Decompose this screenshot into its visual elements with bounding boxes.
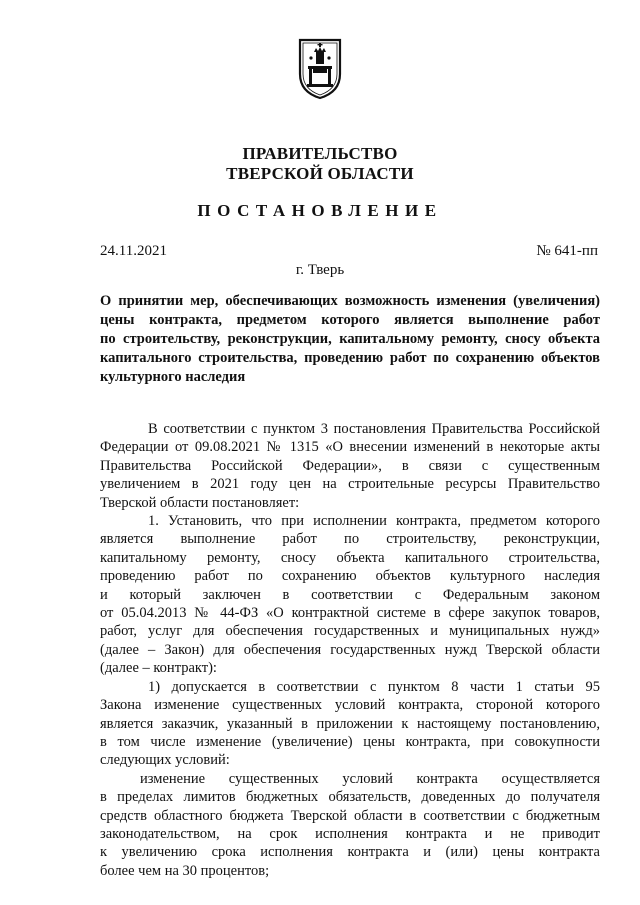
body-line: является выполнение работ по строительству, реконструкции, <box>100 531 600 548</box>
title-line: по строительству, реконструкции, капитальному ремонту, сносу объекта <box>100 331 600 347</box>
body-line: 1) допускается в соответствии с пунктом 8 части 1 статьи 95 <box>148 678 600 695</box>
body-line: в пределах лимитов бюджетных обязательств, доведенных до получателя <box>100 789 600 806</box>
body-line: В соответствии с пунктом 3 постановления Правительства Российской <box>148 421 600 437</box>
body-line: законодательством, на срок исполнения контракта и не приводит <box>100 825 600 842</box>
body-line: проведению работ по сохранению объектов культурного наследия <box>100 568 600 585</box>
title-line: цены контракта, предметом которого является выполнение работ <box>100 312 600 328</box>
body-line: (далее – контракт): <box>100 660 217 677</box>
body-line: Закона изменение существенных условий контракта, стороной которого <box>100 697 600 714</box>
body-line: Федерации от 09.08.2021 № 1315 «О внесении изменений в некоторые акты <box>100 439 600 456</box>
document-number: № 641-пп <box>536 243 598 259</box>
title-line: капитального строительства, проведению работ по сохранению объектов <box>100 350 600 366</box>
body-line: Тверской области постановляет: <box>100 494 300 511</box>
body-line: (далее – Закон) для обеспечения государственных нужд Тверской области <box>100 641 600 658</box>
coat-of-arms-icon <box>297 38 343 100</box>
government-name-line2: ТВЕРСКОЙ ОБЛАСТИ <box>226 164 414 183</box>
body-line: и который заключен в соответствии с Федеральным законом <box>100 586 600 603</box>
body-line: является заказчик, указанный в приложении к настоящему постановлению, <box>100 715 600 732</box>
body-line: работ, услуг для обеспечения государственных и муниципальных нужд» <box>100 623 600 640</box>
body-line: от 05.04.2013 № 44-ФЗ «О контрактной системе в сфере закупок товаров, <box>100 605 600 622</box>
document-title <box>100 292 600 387</box>
government-name-line1: ПРАВИТЕЛЬСТВО <box>242 144 398 163</box>
body-line: 1. Установить, что при исполнении контракта, предметом которого <box>148 513 600 530</box>
body-line: следующих условий: <box>100 752 230 769</box>
body-line: к увеличению срока исполнения контракта и (или) цены контракта <box>100 844 600 861</box>
body-line: увеличением в 2021 году цен на строительные ресурсы Правительство <box>100 476 600 493</box>
document-date: 24.11.2021 <box>100 243 167 259</box>
document-city: г. Тверь <box>295 262 345 278</box>
title-line: О принятии мер, обеспечивающих возможность изменения (увеличения) <box>100 293 600 309</box>
body-line: капитальному ремонту, сносу объекта капитального строительства, <box>100 549 600 566</box>
title-line: культурного наследия <box>100 369 246 385</box>
document-body <box>100 420 600 880</box>
body-line: изменение существенных условий контракта осуществляется <box>140 770 600 787</box>
body-line: более чем на 30 процентов; <box>100 862 270 879</box>
document-type-heading: ПОСТАНОВЛЕНИЕ <box>197 201 443 220</box>
body-line: в том числе изменение (увеличение) цены контракта, при совокупности <box>100 733 600 750</box>
body-line: Правительства Российской Федерации», в связи с существенным <box>100 457 600 474</box>
body-line: средств областного бюджета Тверской области в соответствии с бюджетным <box>100 807 600 824</box>
